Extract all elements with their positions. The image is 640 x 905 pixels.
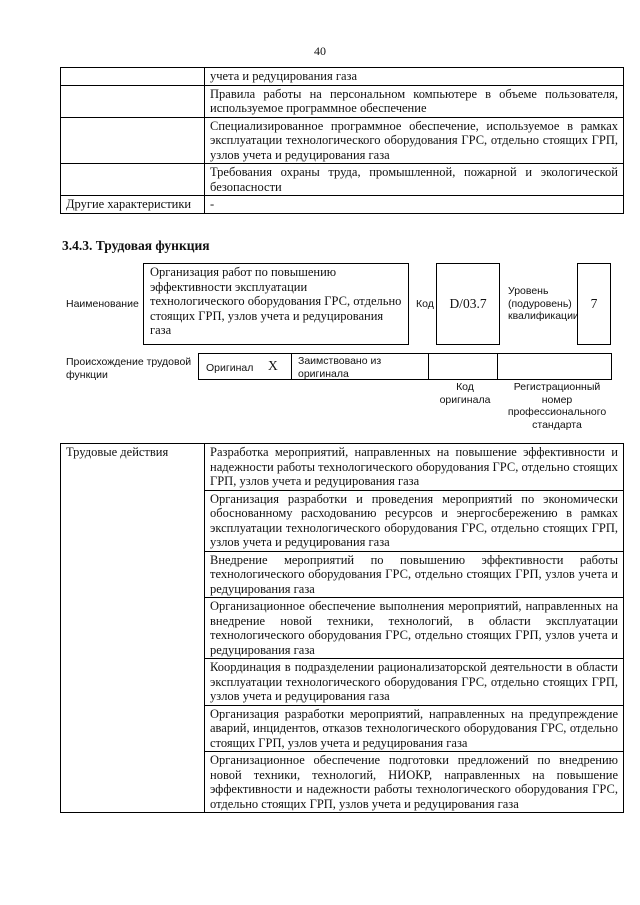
name-label: Наименование <box>66 298 139 310</box>
table-row <box>61 68 624 86</box>
origin-label: Происхождение трудовой функции <box>66 356 192 381</box>
other-characteristics-value: - <box>205 196 624 214</box>
section-heading: 3.4.3. Трудовая функция <box>62 238 210 253</box>
original-label: Оригинал <box>206 362 254 374</box>
labor-action-item: Организация разработки мероприятий, направленных на предупреждение аварий, инцидентов, отказов технологического оборудования ГРС, отдельно стоящих ГРП, узлов учета и редуцирования газа <box>205 705 624 752</box>
table-row <box>61 85 624 117</box>
labor-action-item: Внедрение мероприятий по повышению эффективности работы технологического оборудования ГРС, отдельно стоящих ГРП, узлов учета и редуцирования газа <box>205 551 624 598</box>
table-cell-text: Правила работы на персональном компьютере в объеме пользователя, используемое программное обеспечение <box>205 85 624 117</box>
table-cell-label <box>61 68 205 86</box>
table-row <box>61 117 624 164</box>
table-cell-text: Требования охраны труда, промышленной, пожарной и экологической безопасности <box>205 164 624 196</box>
registration-number-cell <box>497 353 612 380</box>
labor-action-item: Организация разработки и проведения мероприятий по экономически обоснованному расходованию ресурсов и энергосбережению в рамках эксплуатации технологического оборудования ГРС, отдельно стоящих ГРП, узлов учета и редуцирования газа <box>205 490 624 551</box>
labor-actions-label: Трудовые действия <box>61 444 205 813</box>
page-number: 40 <box>314 44 326 58</box>
original-code-cell <box>428 353 498 380</box>
function-name-box <box>143 263 409 345</box>
other-characteristics-label: Другие характеристики <box>61 196 205 214</box>
qualification-level-value: 7 <box>590 296 598 311</box>
original-code-caption: Код оригинала <box>439 381 491 406</box>
table-cell-label <box>61 164 205 196</box>
registration-number-caption: Регистрационный номер профессионального стандарта <box>507 381 607 431</box>
original-mark: X <box>268 358 278 373</box>
qualification-level-box <box>577 263 611 345</box>
origin-row <box>198 353 612 380</box>
table-row <box>61 196 624 214</box>
code-value: D/03.7 <box>449 296 487 311</box>
qualification-level-label: Уровень (подуровень) квалификации <box>508 285 579 322</box>
code-box <box>436 263 500 345</box>
table-row <box>61 444 624 491</box>
borrowed-cell <box>291 353 429 380</box>
table-cell-label <box>61 85 205 117</box>
labor-actions-table <box>60 443 624 813</box>
table-cell-text: Специализированное программное обеспечение, используемое в рамках эксплуатации технологического оборудования ГРС, отдельно стоящих ГРП, узлов учета и редуцирования газа <box>205 117 624 164</box>
function-name-value: Организация работ по повышению эффективности эксплуатации технологического оборудования ГРС, отдельно стоящих ГРП, узлов учета и редуцирования газа <box>150 265 402 337</box>
labor-action-item: Организационное обеспечение выполнения мероприятий, направленных на внедрение новой техники, технологий, в области эксплуатации технологического оборудования ГРС, отдельно стоящих ГРП, узлов учета и редуцирования газа <box>205 598 624 659</box>
table-cell-text: учета и редуцирования газа <box>205 68 624 86</box>
table-row <box>61 164 624 196</box>
labor-action-item: Разработка мероприятий, направленных на повышение эффективности и надежности работы технологического оборудования ГРС, отдельно стоящих ГРП, узлов учета и редуцирования газа <box>205 444 624 491</box>
labor-action-item: Организационное обеспечение подготовки предложений по внедрению новой техники, технологий, НИОКР, направленных на повышение эффективности и надежности работы технологического оборудования ГРС, отдельно стоящих ГРП, узлов учета и редуцирования газа <box>205 752 624 813</box>
knowledge-table <box>60 67 624 214</box>
original-mark-cell <box>198 353 292 380</box>
labor-action-item: Координация в подразделении рационализаторской деятельности в области эксплуатации технологического оборудования ГРС, отдельно стоящих ГРП, узлов учета и редуцирования газа <box>205 659 624 706</box>
code-label: Код <box>416 298 434 310</box>
borrowed-label: Заимствовано из оригинала <box>298 355 382 380</box>
table-cell-label <box>61 117 205 164</box>
